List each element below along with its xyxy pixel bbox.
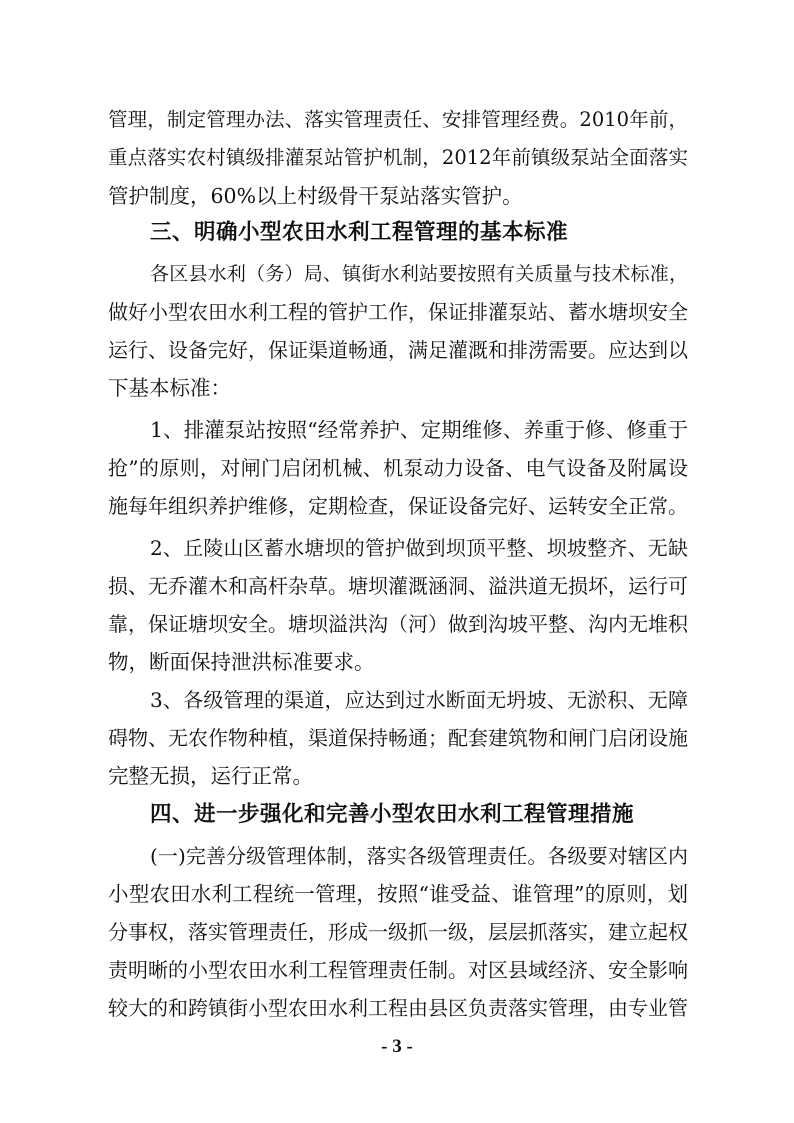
body-line: 分事权，落实管理责任，形成一级抓一级，层层抓落实，建立起权 (108, 920, 688, 944)
body-line: 施每年组织养护维修，定期检查，保证设备完好、运转安全正常。 (108, 494, 688, 518)
section-heading-3: 三、明确小型农田水利工程管理的基本标准 (150, 220, 569, 245)
body-line: 2、丘陵山区蓄水塘坝的管护做到坝顶平整、坝坡整齐、无缺 (150, 536, 688, 560)
body-line: 责明晰的小型农田水利工程管理责任制。对区县域经济、安全影响 (108, 958, 688, 982)
body-line: 物，断面保持泄洪标准要求。 (108, 650, 375, 674)
body-line: 损、无乔灌木和高杆杂草。塘坝灌溉涵洞、溢洪道无损坏，运行可 (108, 574, 688, 598)
body-line: 运行、设备完好，保证渠道畅通，满足灌溉和排涝需要。应达到以 (108, 338, 688, 362)
body-line: 各区县水利（务）局、镇街水利站要按照有关质量与技术标准， (150, 263, 688, 285)
body-line: 3、各级管理的渠道，应达到过水断面无坍坡、无淤积、无障 (150, 688, 688, 712)
body-line: 靠，保证塘坝安全。塘坝溢洪沟（河）做到沟坡平整、沟内无堆积 (108, 612, 688, 636)
body-line: 小型农田水利工程统一管理，按照“谁受益、谁管理”的原则，划 (108, 882, 688, 906)
body-line: 下基本标准： (108, 376, 231, 400)
body-line: 管护制度，60%以上村级骨干泵站落实管护。 (108, 184, 523, 208)
body-line: 碍物、无农作物种植，渠道保持畅通；配套建筑物和闸门启闭设施 (108, 726, 688, 750)
page-number: - 3 - (381, 1036, 413, 1057)
section-heading-4: 四、进一步强化和完善小型农田水利工程管理措施 (150, 802, 635, 827)
body-line: 较大的和跨镇街小型农田水利工程由县区负责落实管理，由专业管 (108, 996, 688, 1020)
body-line: 抢”的原则，对闸门启闭机械、机泵动力设备、电气设备及附属设 (108, 456, 688, 480)
body-line: 完整无损，运行正常。 (108, 764, 313, 788)
body-line: (一)完善分级管理体制，落实各级管理责任。各级要对辖区内 (150, 844, 688, 868)
body-line: 重点落实农村镇级排灌泵站管护机制，2012年前镇级泵站全面落实 (108, 146, 688, 169)
body-line: 管理，制定管理办法、落实管理责任、安排管理经费。2010年前， (108, 108, 688, 131)
body-line: 做好小型农田水利工程的管护工作，保证排灌泵站、蓄水塘坝安全 (108, 300, 688, 324)
body-line: 1、排灌泵站按照“经常养护、定期维修、养重于修、修重于 (150, 418, 688, 442)
